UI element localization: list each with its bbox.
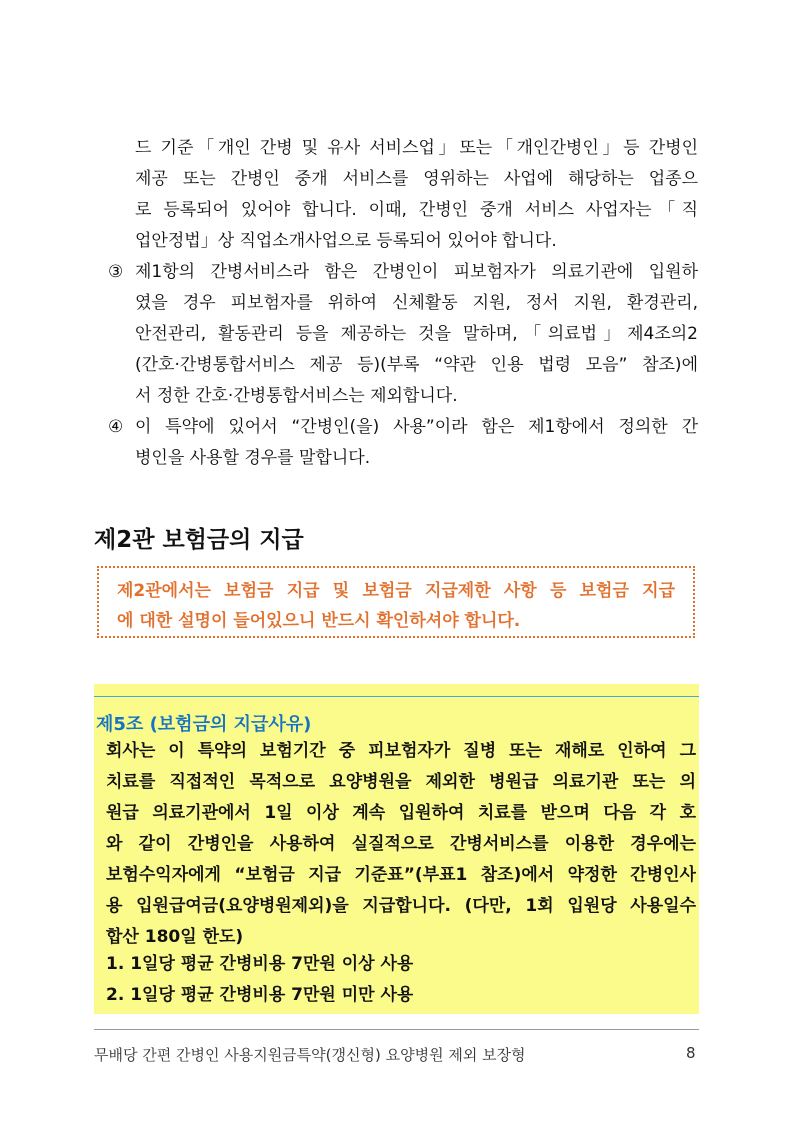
clause-number: ④ [108, 417, 124, 437]
text-line: 병인을 사용할 경우를 말합니다. [135, 448, 371, 468]
text-line: 안전관리, 활동관리 등을 제공하는 것을 말하며,「의료법」제4조의2 [135, 324, 698, 344]
clause-text [135, 412, 698, 474]
list-item: 1. 1일당 평균 간병비용 7만원 이상 사용 [106, 954, 414, 974]
article-divider [94, 696, 699, 697]
text-line: 제1항의 간병서비스라 함은 간병인이 피보험자가 의료기관에 입원하 [135, 262, 698, 282]
text-line: 회사는 이 특약의 보험기간 중 피보험자가 질병 또는 재해로 인하여 그 [106, 741, 696, 761]
text-line: 업안정법」상 직업소개사업으로 등록되어 있어야 합니다. [135, 231, 557, 251]
article-box [94, 684, 699, 1014]
article-list [106, 949, 413, 1011]
text-line: 서 정한 간호·간병통합서비스는 제외합니다. [135, 386, 458, 406]
text-line: 보험수익자에게 “보험금 지급 기준표”(부표1 참조)에서 약정한 간병인사 [106, 865, 696, 885]
continuation-paragraph [135, 133, 698, 257]
text-line: 로 등록되어 있어야 합니다. 이때, 간병인 중개 서비스 사업자는「직 [135, 200, 698, 220]
article-title: 제5조 (보험금의 지급사유) [96, 714, 312, 735]
text-line: 원급 의료기관에서 1일 이상 계속 입원하여 치료를 받으며 다음 각 호 [106, 803, 696, 823]
article-body [106, 736, 696, 953]
clause-text [135, 257, 698, 412]
section-title: 제2관 보험금의 지급 [94, 527, 304, 553]
notice-box [97, 566, 695, 638]
text-line: 이 특약에 있어서 “간병인(을) 사용”이라 함은 제1항에서 정의한 간 [135, 417, 698, 437]
page-number: 8 [686, 1044, 696, 1062]
footer-divider [94, 1029, 699, 1030]
text-line: 합산 180일 한도) [106, 927, 244, 947]
text-line: 치료를 직접적인 목적으로 요양병원을 제외한 병원급 의료기관 또는 의 [106, 772, 696, 792]
text-line: 제공 또는 간병인 중개 서비스를 영위하는 사업에 해당하는 업종으 [135, 169, 698, 189]
notice-line: 에 대한 설명이 들어있으니 반드시 확인하셔야 합니다. [117, 611, 521, 631]
list-item: 2. 1일당 평균 간병비용 7만원 미만 사용 [106, 985, 414, 1005]
footer-text: 무배당 간편 간병인 사용지원금특약(갱신형) 요양병원 제외 보장형 [94, 1046, 526, 1064]
clause-number: ③ [108, 262, 124, 282]
text-line: 였을 경우 피보험자를 위하여 신체활동 지원, 정서 지원, 환경관리, [135, 293, 698, 313]
text-line: (간호·간병통합서비스 제공 등)(부록 “약관 인용 법령 모음” 참조)에 [135, 355, 698, 375]
notice-line: 제2관에서는 보험금 지급 및 보험금 지급제한 사항 등 보험금 지급 [117, 581, 675, 601]
text-line: 드 기준「개인 간병 및 유사 서비스업」또는「개인간병인」등 간병인 [135, 138, 698, 158]
text-line: 용 입원급여금(요양병원제외)을 지급합니다. (다만, 1회 입원당 사용일수 [106, 896, 696, 916]
text-line: 와 같이 간병인을 사용하여 실질적으로 간병서비스를 이용한 경우에는 [106, 834, 696, 854]
